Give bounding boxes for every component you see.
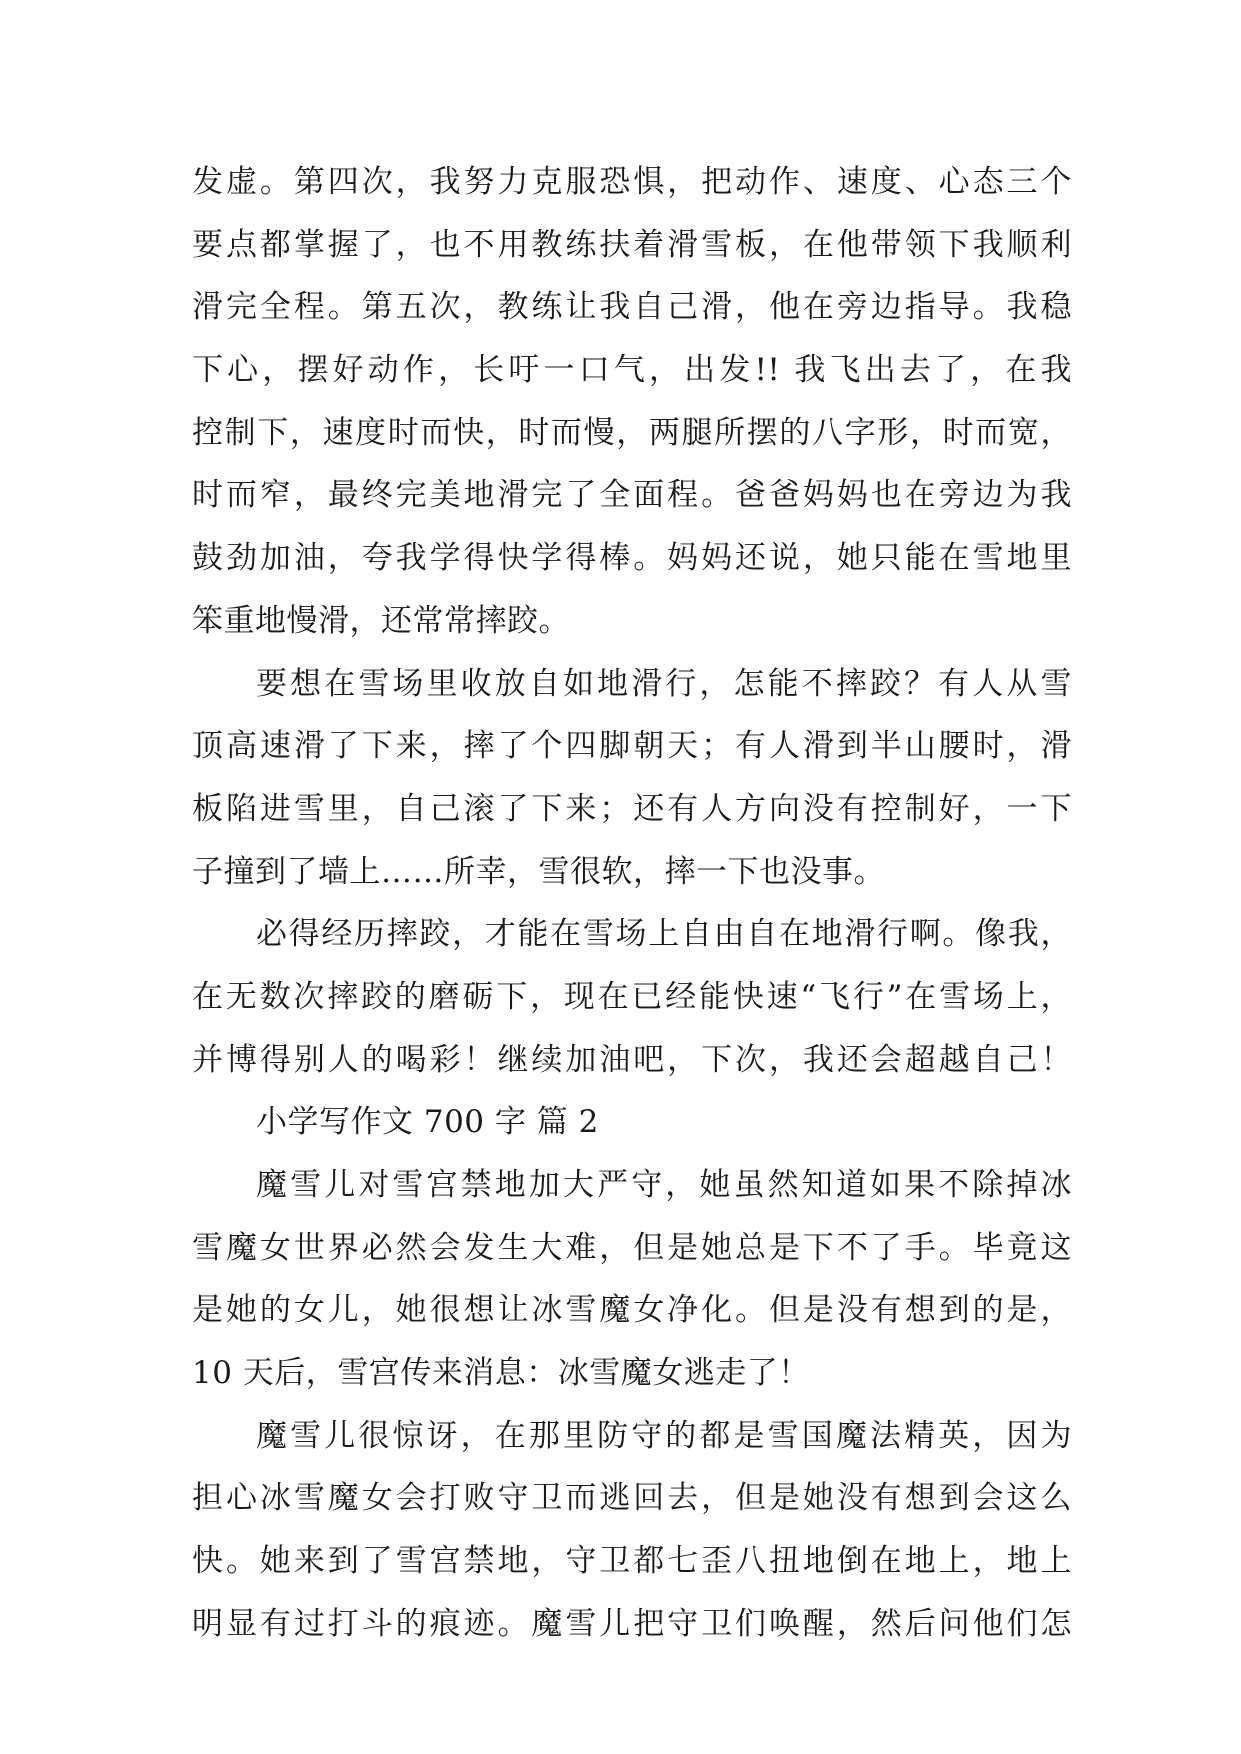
text-line: 必得经历摔跤，才能在雪场上自由自在地滑行啊。像我， (256, 916, 1072, 953)
text-line: 要想在雪场里收放自如地滑行，怎能不摔跤？有人从雪 (256, 665, 1072, 702)
text-line: 控制下，速度时而快，时而慢，两腿所摆的八字形，时而宽， (192, 414, 1072, 451)
text-line: 笨重地慢滑，还常常摔跤。 (192, 602, 570, 639)
text-line: 鼓劲加油，夸我学得快学得棒。妈妈还说，她只能在雪地里 (192, 540, 1072, 577)
text-line: 10 天后，雪宫传来消息：冰雪魔女逃走了！ (192, 1355, 810, 1392)
text-line: 小学写作文 700 字 篇 2 (256, 1104, 599, 1141)
text-line: 明显有过打斗的痕迹。魔雪儿把守卫们唤醒，然后问他们怎 (192, 1605, 1072, 1642)
text-line: 子撞到了墙上……所幸，雪很软，摔一下也没事。 (192, 853, 885, 890)
text-line: 下心，摆好动作，长吁一口气，出发!! 我飞出去了，在我 (192, 352, 1072, 389)
text-line: 时而窄，最终完美地滑完了全面程。爸爸妈妈也在旁边为我 (192, 477, 1072, 514)
text-line: 板陷进雪里，自己滚了下来；还有人方向没有控制好，一下 (192, 790, 1072, 827)
text-line: 快。她来到了雪宫禁地，守卫都七歪八扭地倒在地上，地上 (192, 1543, 1072, 1580)
text-line: 发虚。第四次，我努力克服恐惧，把动作、速度、心态三个 (192, 164, 1072, 200)
text-line: 魔雪儿很惊讶，在那里防守的都是雪国魔法精英，因为 (256, 1417, 1072, 1454)
text-line: 在无数次摔跤的磨砺下，现在已经能快速“飞行”在雪场上， (192, 978, 1072, 1015)
text-line: 担心冰雪魔女会打败守卫而逃回去，但是她没有想到会这么 (192, 1480, 1072, 1517)
text-line: 是她的女儿，她很想让冰雪魔女净化。但是没有想到的是， (192, 1292, 1072, 1329)
document-body (192, 151, 1072, 1656)
text-line: 雪魔女世界必然会发生大难，但是她总是下不了手。毕竟这 (192, 1229, 1072, 1266)
text-line: 要点都掌握了，也不用教练扶着滑雪板，在他带领下我顺利 (192, 226, 1072, 263)
text-line: 魔雪儿对雪宫禁地加大严守，她虽然知道如果不除掉冰 (256, 1167, 1072, 1203)
text-line: 并博得别人的喝彩！继续加油吧，下次，我还会超越自己！ (192, 1041, 1072, 1078)
text-line: 顶高速滑了下来，摔了个四脚朝天；有人滑到半山腰时，滑 (192, 728, 1072, 765)
text-line: 滑完全程。第五次，教练让我自己滑，他在旁边指导。我稳 (192, 289, 1072, 326)
